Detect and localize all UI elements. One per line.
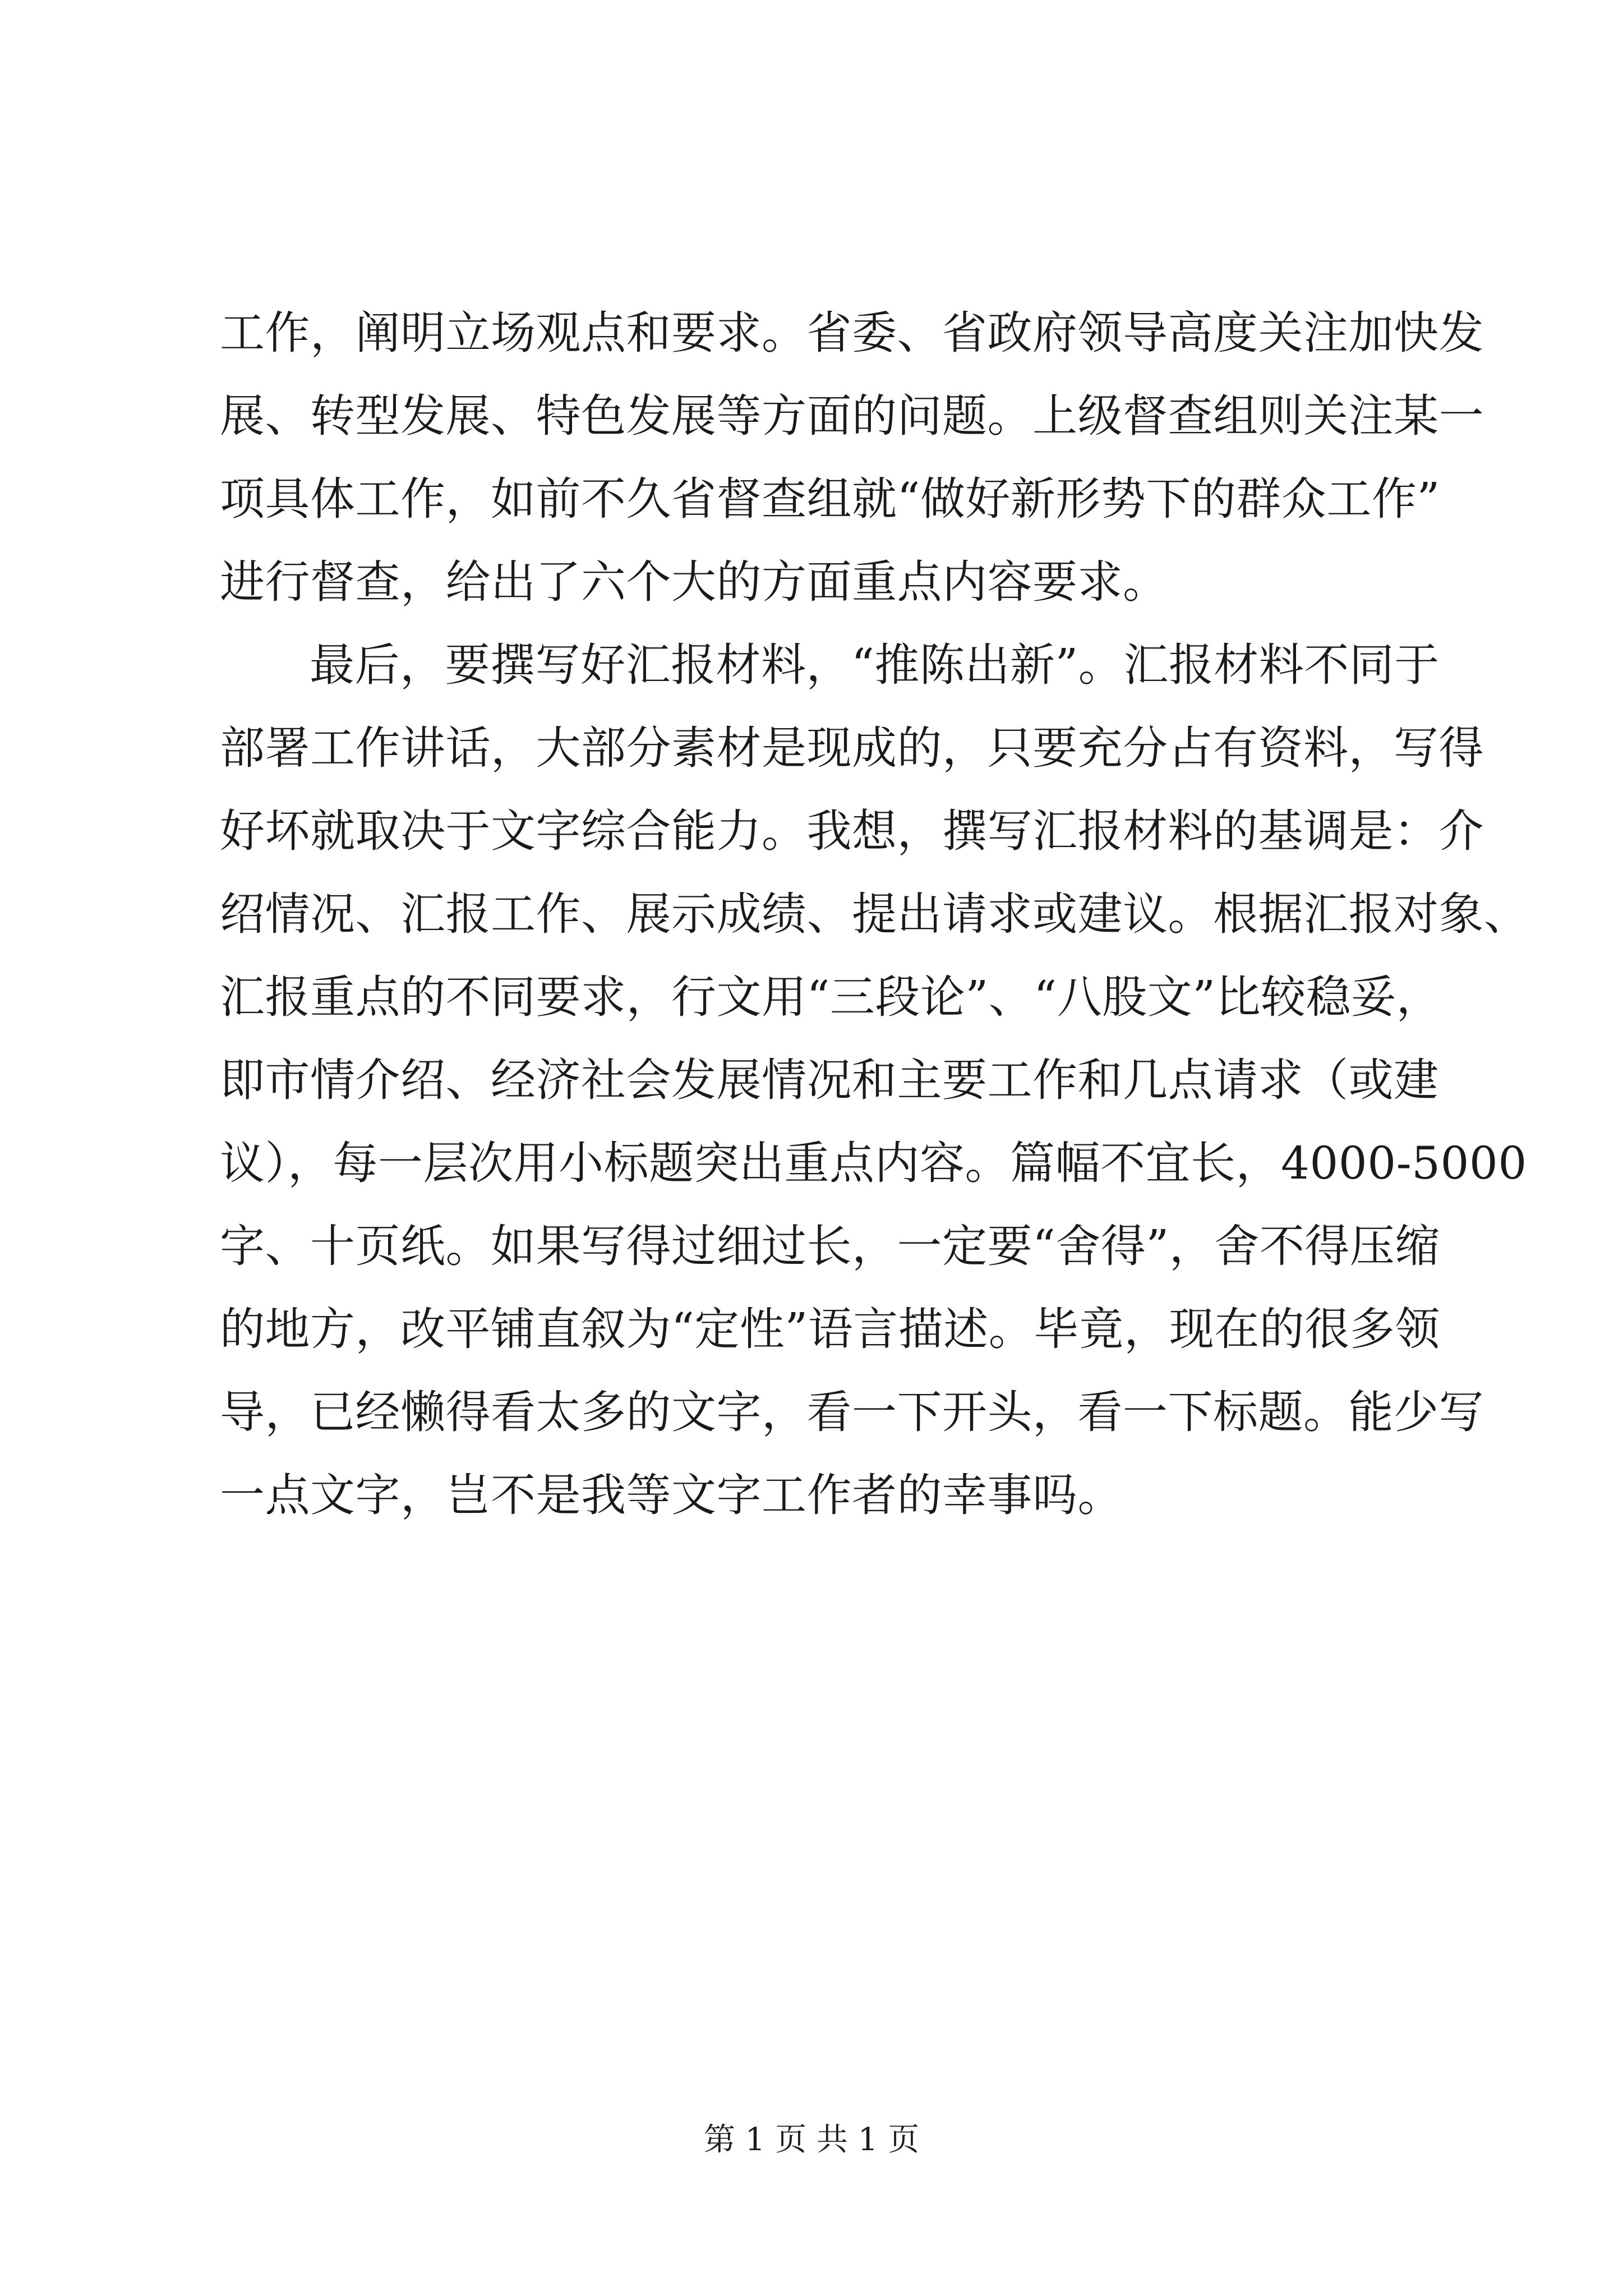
page-number-footer: 第 1 页 共 1 页 bbox=[703, 2122, 920, 2158]
text-line: 展、转型发展、特色发展等方面的问题。上级督查组则关注某一 bbox=[220, 390, 1484, 442]
text-line: 工作，阐明立场观点和要求。省委、省政府领导高度关注加快发 bbox=[220, 307, 1484, 359]
text-line: 进行督查，给出了六个大的方面重点内容要求。 bbox=[220, 556, 1168, 608]
text-line: 绍情况、汇报工作、展示成绩、提出请求或建议。根据汇报对象、 bbox=[220, 888, 1529, 940]
text-line: 项具体工作，如前不久省督查组就“做好新形势下的群众工作” bbox=[220, 473, 1440, 525]
text-line: 好坏就取决于文字综合能力。我想，撰写汇报材料的基调是：介 bbox=[220, 805, 1484, 857]
body-text bbox=[220, 292, 1529, 1537]
text-line: 汇报重点的不同要求，行文用“三段论”、“八股文”比较稳妥， bbox=[220, 971, 1442, 1023]
text-line: 导，已经懒得看太多的文字，看一下开头，看一下标题。能少写 bbox=[220, 1386, 1484, 1438]
paragraph-start-line: 最后，要撰写好汇报材料，“推陈出新”。汇报材料不同于 bbox=[310, 639, 1440, 691]
text-line: 议），每一层次用小标题突出重点内容。篇幅不宜长，4000-5000 bbox=[220, 1137, 1527, 1189]
text-line: 一点文字，岂不是我等文字工作者的幸事吗。 bbox=[220, 1469, 1123, 1521]
text-line: 即市情介绍、经济社会发展情况和主要工作和几点请求（或建 bbox=[220, 1054, 1439, 1106]
text-line: 字、十页纸。如果写得过细过长，一定要“舍得”，舍不得压缩 bbox=[220, 1220, 1440, 1272]
text-line: 部署工作讲话，大部分素材是现成的，只要充分占有资料，写得 bbox=[220, 722, 1484, 774]
text-line: 的地方，改平铺直叙为“定性”语言描述。毕竟，现在的很多领 bbox=[220, 1303, 1440, 1355]
